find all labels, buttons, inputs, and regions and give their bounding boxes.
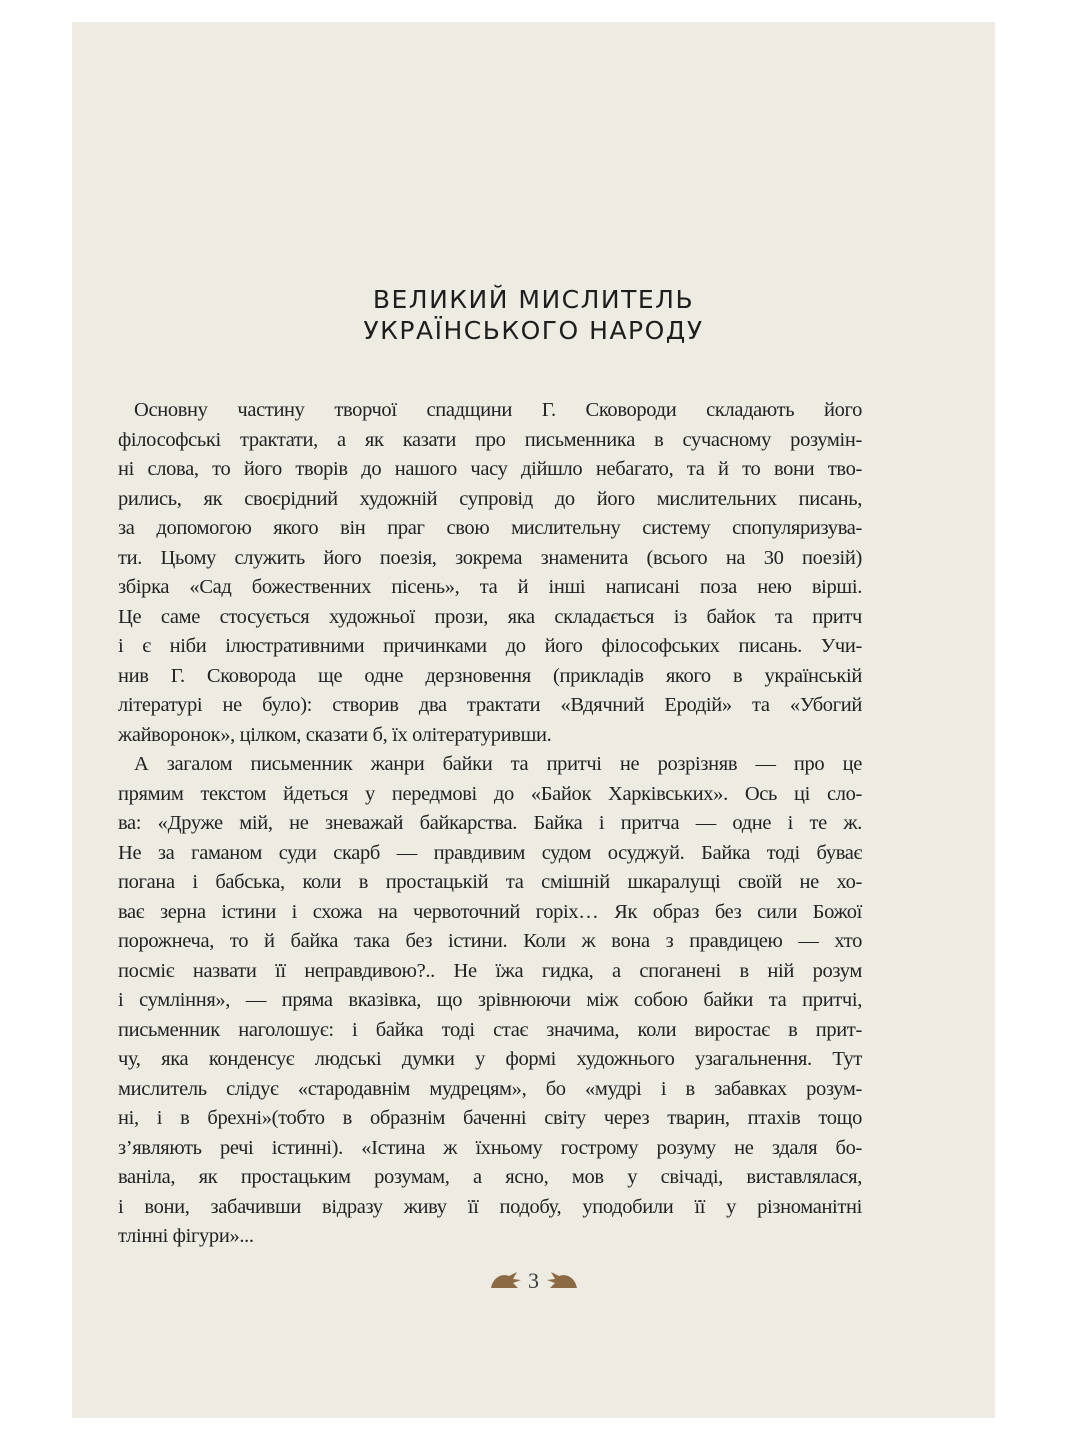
text-line-row — [118, 1134, 862, 1164]
book-page — [72, 22, 995, 1418]
text-line: письменник наголошує: і байка тоді стає значима, коли виростає в прит- — [118, 1018, 862, 1041]
text-line-row — [118, 1222, 862, 1252]
text-line: Це саме стосується художньої прози, яка складається із байок та притч — [118, 605, 862, 628]
text-line: і вони, забачивши відразу живу її подобу, уподобили її у різноманітні — [118, 1195, 862, 1218]
text-line-row — [118, 1075, 862, 1105]
text-line: прямим текстом йдеться у передмові до «Байок Харківських». Ось ці сло- — [118, 782, 862, 805]
left-ornament-icon — [489, 1270, 523, 1295]
text-line-row — [118, 426, 862, 456]
text-line-row — [118, 455, 862, 485]
text-line: чу, яка конденсує людські думки у формі художнього узагальнення. Тут — [118, 1048, 862, 1070]
text-line-row — [118, 603, 862, 633]
right-ornament-icon — [545, 1270, 579, 1295]
text-line: посміє назвати її неправдивою?.. Не їжа гидка, а споганені в ній розум — [118, 959, 862, 982]
text-line: А загалом письменник жанри байки та притчі не розрізняв — про це — [134, 753, 862, 775]
text-line: мислитель слідує «стародавнім мудрецям», бо «мудрі і в забавках розум- — [118, 1077, 862, 1100]
text-line-row — [118, 485, 862, 515]
text-line-row — [118, 632, 862, 662]
chapter-title — [72, 284, 995, 346]
text-line-row — [118, 691, 862, 721]
text-line: жайворонок», цілком, сказати б, їх олітературивши. — [118, 723, 552, 746]
text-line-row — [118, 544, 862, 574]
text-line: і сумління», — пряма вказівка, що зрівнюючи між собою байки та притчі, — [118, 989, 862, 1011]
text-line: рились, як своєрідний художній супровід до його мислительних писань, — [118, 487, 863, 510]
text-line: літературі не було): створив два трактати «Вдячний Еродій» та «Убогий — [118, 694, 862, 716]
text-line-row — [118, 927, 862, 957]
text-line-row — [118, 396, 862, 426]
text-line-row — [118, 986, 862, 1016]
text-line-row — [118, 573, 862, 603]
text-line-row — [118, 750, 862, 780]
text-line: і є ніби ілюстративними причинками до його філософських писань. Учи- — [118, 635, 862, 657]
page-footer — [72, 1268, 995, 1295]
text-line-row — [118, 1045, 862, 1075]
text-line: ва: «Друже мій, не зневажай байкарства. Байка і притча — одне і те ж. — [118, 812, 863, 834]
text-line: збірка «Сад божественних пісень», та й інші написані поза нею вірші. — [118, 576, 862, 598]
text-line-row — [118, 839, 862, 869]
text-line: ваніла, як простацьким розумам, а ясно, мов у свічаді, виставлялася, — [118, 1166, 862, 1188]
text-line: з’являють речі істинні). «Істина ж їхньому гострому розуму не здаля бо- — [118, 1136, 862, 1159]
text-line-row — [118, 1163, 862, 1193]
text-line: Основну частину творчої спадщини Г. Сковороди складають його — [134, 399, 862, 421]
chapter-title-line: ВЕЛИКИЙ МИСЛИТЕЛЬ — [372, 285, 695, 314]
text-line-row — [118, 780, 862, 810]
text-line: тлінні фігури»... — [118, 1225, 254, 1247]
text-line-row — [118, 721, 862, 751]
text-line: ні, і в брехні»(тобто в образнім баченні світу через тварин, птахів тощо — [118, 1107, 862, 1129]
page-number: 3 — [528, 1268, 539, 1293]
text-line-row — [118, 662, 862, 692]
text-line-row — [118, 957, 862, 987]
text-line-row — [118, 1104, 862, 1134]
body-text — [118, 396, 862, 1252]
text-line: ні слова, то його творів до нашого часу дійшло небагато, та й то вони тво- — [118, 458, 862, 480]
text-line: філософські трактати, а як казати про письменника в сучасному розумін- — [118, 428, 862, 451]
text-line: за допомогою якого він праг свою мислительну систему спопуляризува- — [118, 517, 862, 539]
text-line-row — [118, 1016, 862, 1046]
text-line-row — [118, 898, 862, 928]
text-line: ти. Цьому служить його поезія, зокрема знаменита (всього на 30 поезій) — [118, 546, 862, 569]
chapter-title-line: УКРАЇНСЬКОГО НАРОДУ — [363, 316, 704, 345]
text-line: ває зерна істини і схожа на червоточний горіх… Як образ без сили Божої — [118, 900, 863, 923]
text-line-row — [118, 868, 862, 898]
text-line: нив Г. Сковорода ще одне дерзновення (прикладів якого в українській — [118, 664, 862, 687]
text-line-row — [118, 514, 862, 544]
text-line: Не за гаманом суди скарб — правдивим судом осуджуй. Байка тоді буває — [118, 841, 863, 864]
text-line: погана і бабська, коли в простацькій та смішній шкаралущі своїй не хо- — [118, 871, 863, 893]
text-line-row — [118, 809, 862, 839]
text-line: порожнеча, то й байка така без істини. Коли ж вона з правдицею — хто — [118, 930, 862, 952]
text-line-row — [118, 1193, 862, 1223]
